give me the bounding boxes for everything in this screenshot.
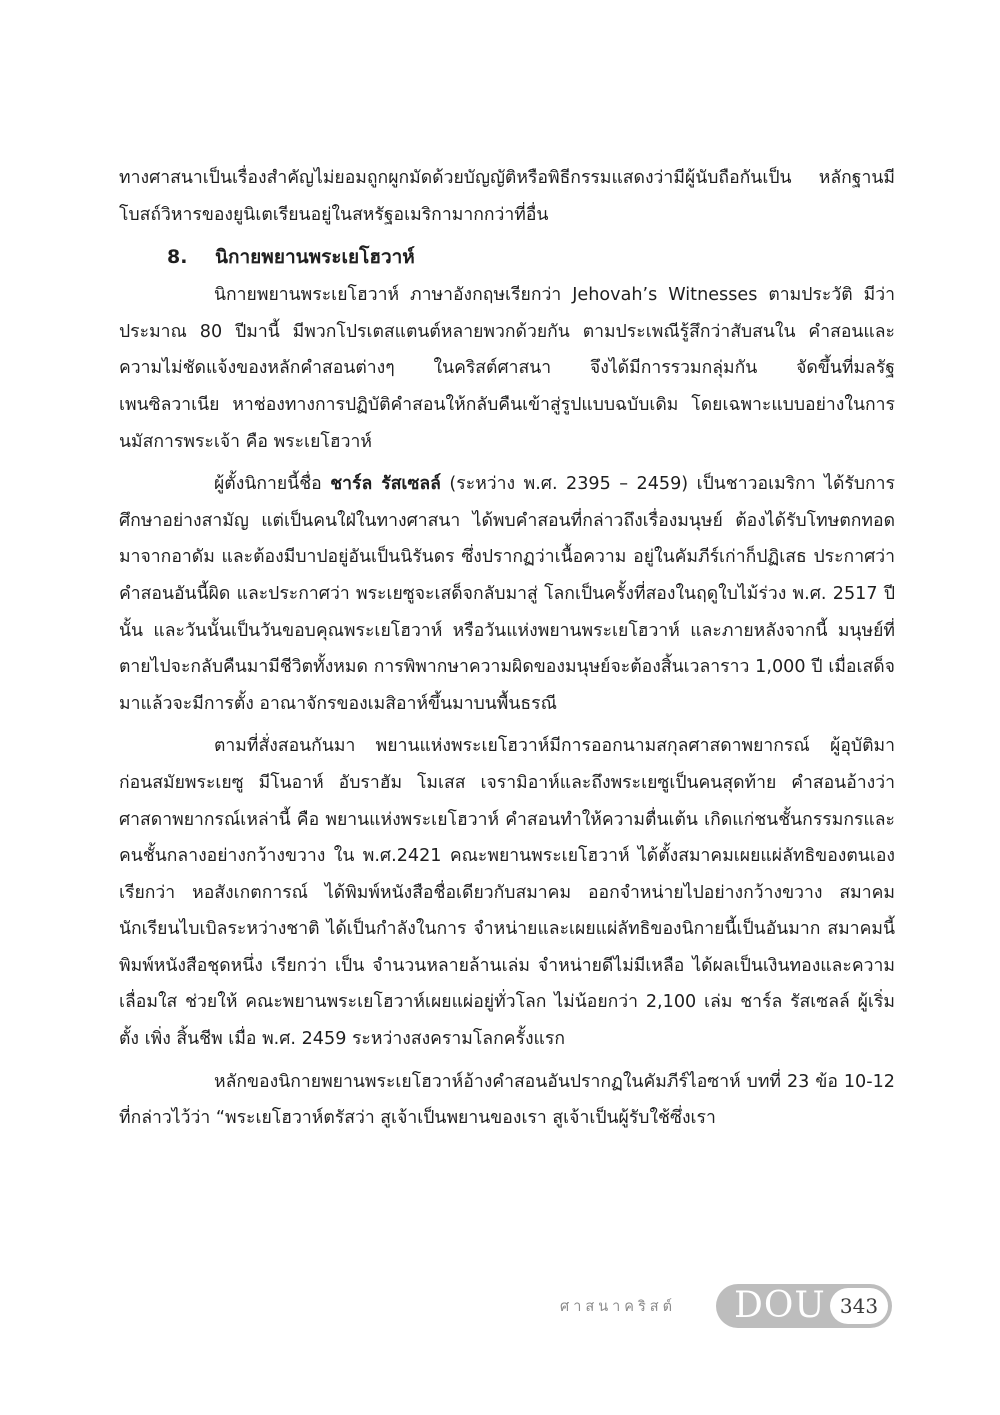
section-heading: [119, 237, 895, 277]
founder-name: ชาร์ล รัสเซลล์: [330, 474, 441, 495]
founder-text: (ระหว่าง พ.ศ. 2395 – 2459) เป็นชาวอเมริกา ได้รับการศึกษาอย่างสามัญ แต่เป็นคนใฝ่ในทางศาสนา ได้พบคำสอนที่กล่าวถึงเรื่องมนุษย์ ต้องได้รับโทษตกทอดมาจากอาดัม และต้องมีบาปอยู่อันเป็นนิรันดร ซึ่งปรากฏว่าเนื้อความ อยู่ในคัมภีร์เก่าก็ปฏิเสธ ประกาศว่า คำสอนอันนี้ผิด และประกาศว่า พระเยซูจะเสด็จกลับมาสู่ โลกเป็นครั้งที่สองในฤดูใบไม้ร่วง พ.ศ. 2517 ปีนั้น และวันนั้นเป็นวันขอบคุณพระเยโฮวาห์ หรือวันแห่งพยานพระเยโฮวาห์ และภายหลังจากนี้ มนุษย์ที่ตายไปจะกลับคืนมามีชีวิตทั้งหมด การพิพากษาความผิดของมนุษย์จะต้องสิ้นเวลาราว 1,000 ปี เมื่อเสด็จมาแล้วจะมีการตั้ง อาณาจักรของเมสิอาห์ขึ้นมาบนพื้นธรณี: [119, 474, 896, 714]
founder-intro: ผู้ตั้งนิกายนี้ชื่อ: [214, 474, 331, 495]
paragraph-origin: นิกายพยานพระเยโฮวาห์ ภาษาอังกฤษเรียกว่า Jehovah’s Witnesses ตามประวัติ มีว่าประมาณ 80 ปีมานี้ มีพวกโปรเตสแตนต์หลายพวกด้วยกัน ตามประเพณีรู้สึกว่าสับสนใน คำสอนและความไม่ชัดแจ้งของหลักคำสอนต่างๆ ในคริสต์ศาสนา จึงได้มีการรวมกลุ่มกัน จัดขึ้นที่มลรัฐเพนซิลวาเนีย หาช่องทางการปฏิบัติคำสอนให้กลับคืนเข้าสู่รูปแบบฉบับเดิม โดยเฉพาะแบบอย่างในการนมัสการพระเจ้า คือ พระเยโฮวาห์: [119, 285, 895, 452]
dou-logo: DOU: [734, 1285, 826, 1326]
page-number: 343: [830, 1288, 888, 1324]
paragraph-founder: [119, 466, 895, 722]
footer-subject: ศาสนาคริสต์: [560, 1299, 677, 1315]
paragraph-doctrine: หลักของนิกายพยานพระเยโฮวาห์อ้างคำสอนอันปรากฏในคัมภีร์ไอซาห์ บทที่ 23 ข้อ 10-12 ที่กล่าวไว้ว่า “พระเยโฮวาห์ตรัสว่า สูเจ้าเป็นพยานของเรา สูเจ้าเป็นผู้รับใช้ซึ่งเรา: [119, 1071, 895, 1129]
section-number: 8.: [167, 246, 188, 269]
dou-badge: [716, 1284, 892, 1328]
page-footer: [560, 1282, 900, 1332]
section-title: นิกายพยานพระเยโฮวาห์: [215, 246, 415, 269]
paragraph-continuation: ทางศาสนาเป็นเรื่องสำคัญไม่ยอมถูกผูกมัดด้วยบัญญัติหรือพิธีกรรมแสดงว่ามีผู้นับถือกันเป็น หลักฐานมีโบสถ์วิหารของยูนิเตเรียนอยู่ในสหรัฐอเมริกามากกว่าที่อื่น: [119, 168, 895, 225]
paragraph-teachings: ตามที่สั่งสอนกันมา พยานแห่งพระเยโฮวาห์มีการออกนามสกุลศาสดาพยากรณ์ ผู้อุบัติมาก่อนสมัยพระเยซู มีโนอาห์ อับราฮัม โมเสส เจรามิอาห์และถึงพระเยซูเป็นคนสุดท้าย คำสอนอ้างว่าศาสดาพยากรณ์เหล่านี้ คือ พยานแห่งพระเยโฮวาห์ คำสอนทำให้ความตื่นเต้น เกิดแก่ชนชั้นกรรมกรและคนชั้นกลางอย่างกว้างขวาง ใน พ.ศ.2421 คณะพยานพระเยโฮวาห์ ได้ตั้งสมาคมเผยแผ่ลัทธิของตนเองเรียกว่า หอสังเกตการณ์ ได้พิมพ์หนังสือชื่อเดียวกับสมาคม ออกจำหน่ายไปอย่างกว้างขวาง สมาคมนักเรียนไบเบิลระหว่างชาติ ได้เป็นกำลังในการ จำหน่ายและเผยแผ่ลัทธิของนิกายนี้เป็นอันมาก สมาคมนี้พิมพ์หนังสือชุดหนึ่ง เรียกว่า เป็น จำนวนหลายล้านเล่ม จำหน่ายดีไม่มีเหลือ ได้ผลเป็นเงินทองและความเลื่อมใส ช่วยให้ คณะพยานพระเยโฮวาห์เผยแผ่อยู่ทั่วโลก ไม่น้อยกว่า 2,100 เล่ม ชาร์ล รัสเซลล์ ผู้เริ่มตั้ง เพิ่ง สิ้นชีพ เมื่อ พ.ศ. 2459 ระหว่างสงครามโลกครั้งแรก: [119, 736, 895, 1050]
page-body: [119, 160, 895, 1137]
